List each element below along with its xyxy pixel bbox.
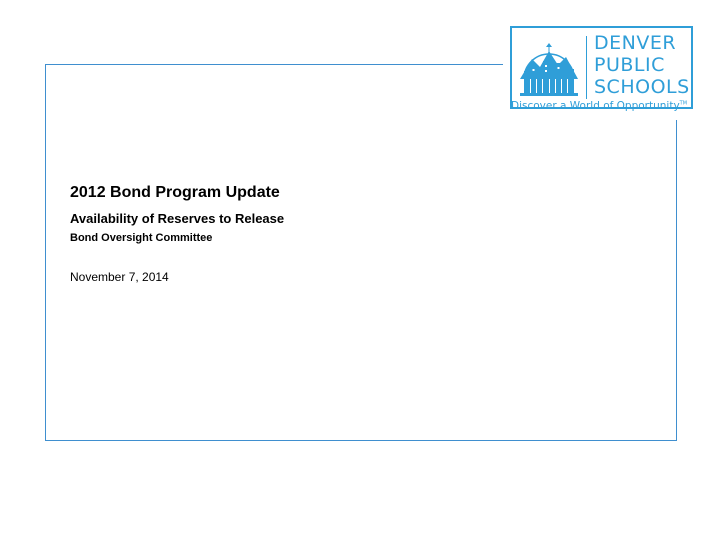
committee-name: Bond Oversight Committee xyxy=(70,232,213,244)
presentation-date: November 7, 2014 xyxy=(70,270,169,284)
logo-wordmark xyxy=(594,32,690,98)
logo-line-denver: DENVER xyxy=(594,32,677,54)
logo-tagline xyxy=(511,100,687,112)
logo-line-schools: SCHOOLS xyxy=(594,76,690,98)
slide-subtitle: Availability of Reserves to Release xyxy=(70,211,285,226)
logo-line-public: PUBLIC xyxy=(594,54,665,76)
content-frame xyxy=(45,64,677,441)
slide-title: 2012 Bond Program Update xyxy=(70,184,280,201)
city-skyline-mountains-icon xyxy=(518,35,580,101)
trademark-mark: TM xyxy=(679,100,688,107)
logo-divider xyxy=(586,36,587,99)
logo-box xyxy=(510,26,693,109)
tagline-text: Discover a World of Opportunity xyxy=(511,100,680,112)
dps-logo xyxy=(503,16,709,120)
